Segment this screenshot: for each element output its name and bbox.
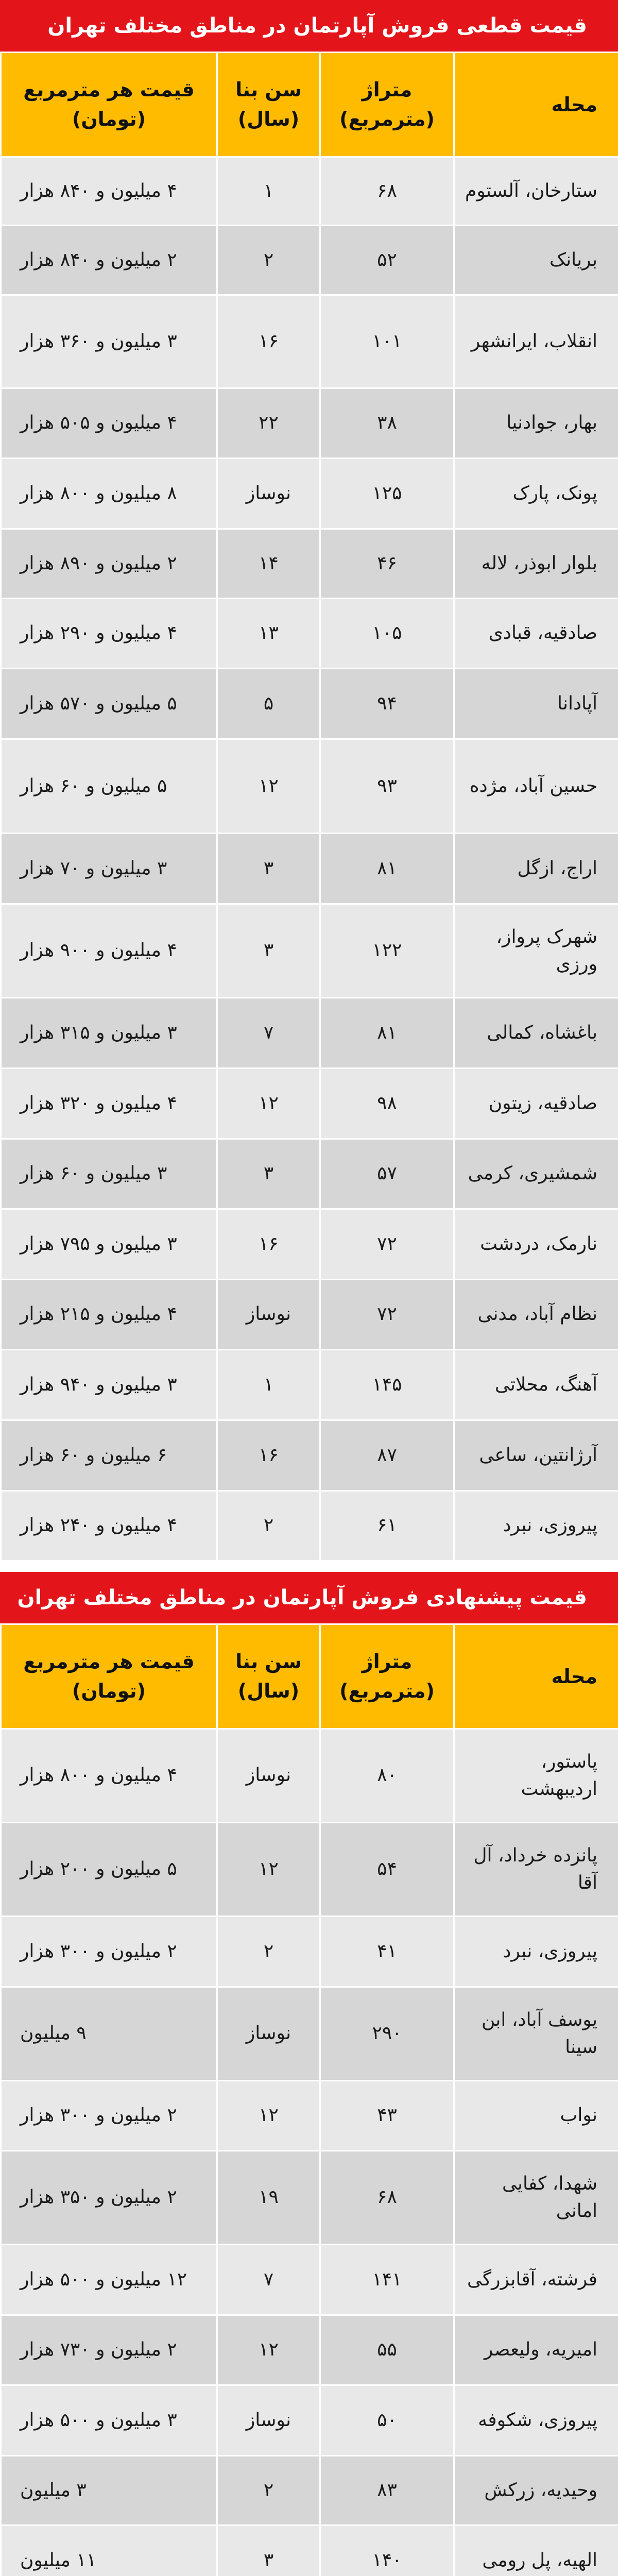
header-size-line2: (مترمربع) — [339, 108, 435, 130]
header-price-line1: قیمت هر مترمربع — [23, 1650, 195, 1673]
price-cell: ۱۲ میلیون و ۵۰۰ هزار — [1, 2245, 217, 2315]
area-cell: اراج، ازگل — [454, 834, 618, 904]
table-row — [1, 388, 618, 459]
table-row — [1, 739, 618, 834]
area-cell: ستارخان، آلستوم — [454, 157, 618, 226]
table-row — [1, 1917, 618, 1987]
size-cell: ۱۲۲ — [320, 904, 454, 998]
table-row — [1, 2456, 618, 2526]
size-cell: ۵۰ — [320, 2385, 454, 2456]
price-cell: ۴ میلیون و ۸۴۰ هزار — [1, 157, 217, 226]
price-cell: ۴ میلیون و ۵۰۵ هزار — [1, 388, 217, 459]
size-cell: ۱۴۵ — [320, 1350, 454, 1420]
area-cell: بلوار ابوذر، لاله — [454, 529, 618, 599]
table-row — [1, 1729, 618, 1823]
area-cell: پیروزی، نبرد — [454, 1491, 618, 1561]
price-cell: ۳ میلیون و ۹۴۰ هزار — [1, 1350, 217, 1420]
area-cell: پونک، پارک — [454, 459, 618, 529]
price-cell: ۳ میلیون و ۶۰ هزار — [1, 1139, 217, 1209]
table-row — [1, 1823, 618, 1917]
area-cell: وحیدیه، زرکش — [454, 2456, 618, 2526]
size-cell: ۱۴۱ — [320, 2245, 454, 2315]
header-size — [320, 53, 454, 157]
size-cell: ۱۰۱ — [320, 295, 454, 388]
age-cell: نوساز — [217, 459, 320, 529]
table2-header-row — [1, 1624, 618, 1729]
area-cell: بریانک — [454, 226, 618, 295]
area-cell: فرشته، آقابزرگی — [454, 2245, 618, 2315]
size-cell: ۳۸ — [320, 388, 454, 459]
header-size-line1: متراژ — [362, 1650, 413, 1673]
table-row — [1, 998, 618, 1069]
age-cell: ۱۲ — [217, 1823, 320, 1917]
age-cell: ۱۶ — [217, 295, 320, 388]
age-cell: نوساز — [217, 1729, 320, 1823]
table-row — [1, 2315, 618, 2385]
age-cell: ۲۲ — [217, 388, 320, 459]
area-cell: پانزده خرداد، آل آقا — [454, 1823, 618, 1917]
area-cell: آهنگ، محلاتی — [454, 1350, 618, 1420]
age-cell: ۲ — [217, 1491, 320, 1561]
header-price-line1: قیمت هر مترمربع — [23, 78, 195, 101]
age-cell: ۱۳ — [217, 599, 320, 669]
price-cell: ۵ میلیون و ۵۷۰ هزار — [1, 669, 217, 739]
area-cell: یوسف آباد، ابن سینا — [454, 1987, 618, 2081]
header-age-line2: (سال) — [237, 1680, 300, 1702]
age-cell: ۲ — [217, 1917, 320, 1987]
size-cell: ۴۱ — [320, 1917, 454, 1987]
table1 — [0, 52, 618, 1562]
price-cell: ۳ میلیون و ۷۰ هزار — [1, 834, 217, 904]
price-cell: ۳ میلیون و ۵۰۰ هزار — [1, 2385, 217, 2456]
area-cell: شمشیری، کرمی — [454, 1139, 618, 1209]
header-size-line1: متراژ — [362, 78, 413, 101]
price-cell: ۱۱ میلیون — [1, 2526, 217, 2576]
area-cell: نواب — [454, 2081, 618, 2151]
table-row — [1, 1069, 618, 1139]
price-cell: ۸ میلیون و ۸۰۰ هزار — [1, 459, 217, 529]
age-cell: ۱۲ — [217, 739, 320, 834]
area-cell: صادقیه، زیتون — [454, 1069, 618, 1139]
size-cell: ۵۲ — [320, 226, 454, 295]
price-cell: ۳ میلیون و ۳۱۵ هزار — [1, 998, 217, 1069]
header-size-line2: (مترمربع) — [339, 1680, 435, 1702]
table-row — [1, 295, 618, 388]
size-cell: ۵۴ — [320, 1823, 454, 1917]
header-age-line2: (سال) — [237, 108, 300, 130]
size-cell: ۶۸ — [320, 2151, 454, 2245]
age-cell: ۲ — [217, 2456, 320, 2526]
header-age-line1: سن بنا — [235, 1650, 302, 1673]
age-cell: ۱ — [217, 1350, 320, 1420]
price-cell: ۳ میلیون و ۳۶۰ هزار — [1, 295, 217, 388]
table-row — [1, 2081, 618, 2151]
age-cell: ۱۴ — [217, 529, 320, 599]
age-cell: ۱۶ — [217, 1209, 320, 1280]
size-cell: ۸۱ — [320, 998, 454, 1069]
area-cell: پاستور، اردیبهشت — [454, 1729, 618, 1823]
table-row — [1, 1987, 618, 2081]
header-price — [1, 1624, 217, 1729]
header-price — [1, 53, 217, 157]
size-cell: ۵۵ — [320, 2315, 454, 2385]
area-cell: شهرک پرواز، ورزی — [454, 904, 618, 998]
table-row — [1, 834, 618, 904]
size-cell: ۸۰ — [320, 1729, 454, 1823]
size-cell: ۵۷ — [320, 1139, 454, 1209]
table-row — [1, 2151, 618, 2245]
area-cell: انقلاب، ایرانشهر — [454, 295, 618, 388]
table-row — [1, 1420, 618, 1491]
size-cell: ۶۱ — [320, 1491, 454, 1561]
size-cell: ۹۸ — [320, 1069, 454, 1139]
age-cell: نوساز — [217, 1280, 320, 1350]
age-cell: ۷ — [217, 998, 320, 1069]
price-cell: ۴ میلیون و ۳۲۰ هزار — [1, 1069, 217, 1139]
table-row — [1, 1350, 618, 1420]
area-cell: نظام آباد، مدنی — [454, 1280, 618, 1350]
table-row — [1, 1209, 618, 1280]
price-cell: ۲ میلیون و ۳۰۰ هزار — [1, 2081, 217, 2151]
age-cell: ۳ — [217, 1139, 320, 1209]
area-cell: بهار، جوادنیا — [454, 388, 618, 459]
price-cell: ۵ میلیون و ۲۰۰ هزار — [1, 1823, 217, 1917]
size-cell: ۹۴ — [320, 669, 454, 739]
table-row — [1, 1280, 618, 1350]
size-cell: ۸۱ — [320, 834, 454, 904]
age-cell: ۱۶ — [217, 1420, 320, 1491]
price-cell: ۴ میلیون و ۲۴۰ هزار — [1, 1491, 217, 1561]
header-area: محله — [454, 53, 618, 157]
price-cell: ۹ میلیون — [1, 1987, 217, 2081]
area-cell: حسین آباد، مژده — [454, 739, 618, 834]
header-age — [217, 53, 320, 157]
table-row — [1, 1139, 618, 1209]
table2-section — [0, 1572, 618, 2576]
area-cell: الهیه، پل رومی — [454, 2526, 618, 2576]
age-cell: ۳ — [217, 834, 320, 904]
age-cell: ۱۹ — [217, 2151, 320, 2245]
table2-title: قیمت پیشنهادی فروش آپارتمان در مناطق مختلف تهران — [0, 1572, 618, 1623]
area-cell: پیروزی، نبرد — [454, 1917, 618, 1987]
price-cell: ۴ میلیون و ۸۰۰ هزار — [1, 1729, 217, 1823]
header-price-line2: (تومان) — [72, 1680, 146, 1702]
area-cell: نارمک، دردشت — [454, 1209, 618, 1280]
size-cell: ۷۲ — [320, 1280, 454, 1350]
header-age — [217, 1624, 320, 1729]
area-cell: شهدا، کفایی امانی — [454, 2151, 618, 2245]
size-cell: ۸۳ — [320, 2456, 454, 2526]
price-cell: ۳ میلیون — [1, 2456, 217, 2526]
size-cell: ۶۸ — [320, 157, 454, 226]
size-cell: ۷۲ — [320, 1209, 454, 1280]
table-row — [1, 2385, 618, 2456]
table-row — [1, 459, 618, 529]
area-cell: پیروزی، شکوفه — [454, 2385, 618, 2456]
size-cell: ۸۷ — [320, 1420, 454, 1491]
table-row — [1, 2245, 618, 2315]
price-cell: ۵ میلیون و ۶۰ هزار — [1, 739, 217, 834]
area-cell: امیریه، ولیعصر — [454, 2315, 618, 2385]
age-cell: ۱ — [217, 157, 320, 226]
table-row — [1, 2526, 618, 2576]
size-cell: ۴۳ — [320, 2081, 454, 2151]
table2-body — [1, 1729, 618, 2576]
age-cell: ۱۲ — [217, 2315, 320, 2385]
age-cell: ۱۲ — [217, 1069, 320, 1139]
age-cell: ۵ — [217, 669, 320, 739]
price-cell: ۲ میلیون و ۷۳۰ هزار — [1, 2315, 217, 2385]
price-cell: ۲ میلیون و ۳۰۰ هزار — [1, 1917, 217, 1987]
size-cell: ۱۲۵ — [320, 459, 454, 529]
price-cell: ۲ میلیون و ۸۴۰ هزار — [1, 226, 217, 295]
area-cell: آپادانا — [454, 669, 618, 739]
header-price-line2: (تومان) — [72, 108, 146, 130]
size-cell: ۹۳ — [320, 739, 454, 834]
size-cell: ۴۶ — [320, 529, 454, 599]
table-row — [1, 904, 618, 998]
area-cell: آرژانتین، ساعی — [454, 1420, 618, 1491]
price-cell: ۴ میلیون و ۹۰۰ هزار — [1, 904, 217, 998]
age-cell: ۱۲ — [217, 2081, 320, 2151]
size-cell: ۱۰۵ — [320, 599, 454, 669]
header-area: محله — [454, 1624, 618, 1729]
age-cell: ۳ — [217, 904, 320, 998]
price-cell: ۲ میلیون و ۳۵۰ هزار — [1, 2151, 217, 2245]
table-row — [1, 1491, 618, 1561]
table-row — [1, 669, 618, 739]
size-cell: ۱۴۰ — [320, 2526, 454, 2576]
table-row — [1, 226, 618, 295]
header-age-line1: سن بنا — [235, 78, 302, 101]
age-cell: ۷ — [217, 2245, 320, 2315]
price-cell: ۶ میلیون و ۶۰ هزار — [1, 1420, 217, 1491]
table1-title: قیمت قطعی فروش آپارتمان در مناطق مختلف تهران — [0, 0, 618, 52]
age-cell: نوساز — [217, 2385, 320, 2456]
table-row — [1, 157, 618, 226]
age-cell: ۳ — [217, 2526, 320, 2576]
price-cell: ۲ میلیون و ۸۹۰ هزار — [1, 529, 217, 599]
area-cell: صادقیه، قبادی — [454, 599, 618, 669]
area-cell: باغشاه، کمالی — [454, 998, 618, 1069]
section-separator — [0, 1562, 618, 1572]
age-cell: نوساز — [217, 1987, 320, 2081]
table2 — [0, 1623, 618, 2576]
price-cell: ۴ میلیون و ۲۱۵ هزار — [1, 1280, 217, 1350]
age-cell: ۲ — [217, 226, 320, 295]
table1-body — [1, 157, 618, 1561]
price-cell: ۳ میلیون و ۷۹۵ هزار — [1, 1209, 217, 1280]
table1-header-row — [1, 53, 618, 157]
size-cell: ۲۹۰ — [320, 1987, 454, 2081]
price-cell: ۴ میلیون و ۲۹۰ هزار — [1, 599, 217, 669]
header-size — [320, 1624, 454, 1729]
table-row — [1, 529, 618, 599]
table-row — [1, 599, 618, 669]
